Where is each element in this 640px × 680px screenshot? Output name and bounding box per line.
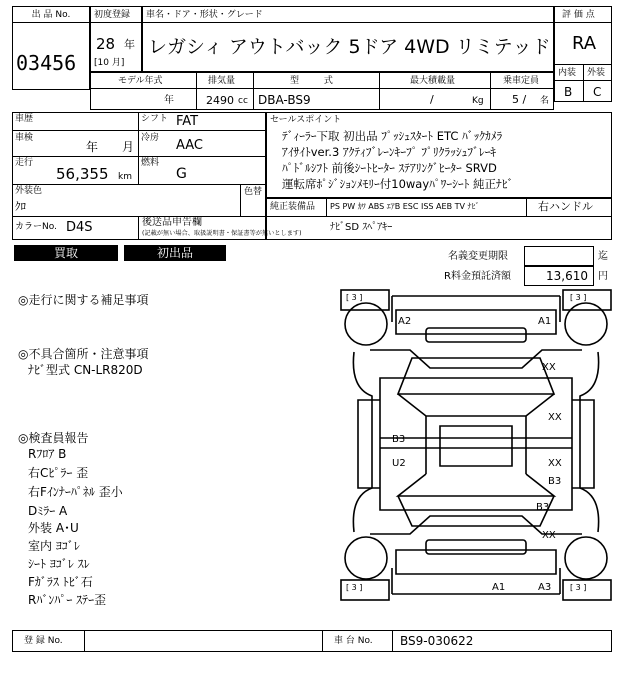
mark-right-rear-door: XX (548, 458, 562, 469)
mark-right-rear-pillar: XX (542, 530, 556, 541)
exterior-grade: C (593, 85, 602, 99)
drive-side: 右ハンドル (538, 200, 593, 213)
max-load-label: 最大積載量 (410, 76, 456, 86)
car-name: レガシィ アウトバック 5ドア 4WD リミテッド (148, 36, 551, 58)
mark-rear-bumper-right: A3 (538, 582, 552, 593)
equipment-label: 純正装備品 (270, 202, 316, 212)
name-change-label: 名義変更期限 (448, 251, 508, 262)
first-reg-month: [10 月] (94, 58, 125, 68)
wheel-bl-depth: [ 3 ] (346, 583, 363, 592)
displacement-label: 排気量 (208, 76, 236, 86)
divider (12, 216, 266, 217)
divider (138, 112, 139, 184)
divider (554, 80, 612, 81)
shift-value: FAT (176, 114, 199, 129)
inspection-month-unit: 月 (122, 140, 135, 154)
first-listing-bar: 初出品 (124, 245, 226, 261)
color-change-label: 色替 (244, 187, 263, 197)
model-year-label: モデル年式 (118, 76, 163, 86)
inspector-line: Rﾌﾛｱ B (28, 447, 67, 461)
lot-number: 03456 (16, 51, 77, 75)
color-value: ｸﾛ (15, 200, 26, 213)
lot-number-label: 出 品 No. (31, 10, 71, 20)
divider (240, 184, 241, 216)
grade-label: 評 価 点 (562, 10, 595, 20)
divider (490, 72, 491, 110)
inspector-line: Fｶﾞﾗｽ ﾄﾋﾞ石 (28, 575, 93, 589)
divider (90, 88, 554, 89)
divider (84, 630, 85, 652)
divider (554, 22, 612, 23)
type-label: 型 式 (290, 76, 333, 86)
exterior-label: 外装 (587, 68, 606, 78)
reg-no-label: 登 録 No. (24, 636, 63, 646)
driving-notes-label: ◎走行に関する補足事項 (18, 293, 149, 307)
mileage-label: 走行 (15, 158, 34, 168)
mileage-unit: km (118, 172, 132, 182)
inspection-label: 車検 (15, 133, 34, 143)
wheel-bl (345, 537, 387, 579)
color-no-label: カラーNo. (15, 222, 57, 232)
ac-label: 冷房 (141, 133, 160, 143)
buy-bar: 買取 (14, 245, 118, 261)
year-unit: 年 (124, 38, 135, 51)
wheel-tr-depth: [ 3 ] (570, 293, 587, 302)
name-change-box (524, 246, 594, 266)
divider (12, 22, 90, 23)
first-reg-label: 初度登録 (94, 10, 131, 20)
divider (12, 184, 266, 185)
sales-points-label: セールスポイント (270, 115, 342, 125)
mark-front-bumper-right: A1 (538, 316, 552, 327)
fuel-value: G (176, 166, 187, 182)
footer-row (12, 630, 612, 652)
interior-grade: B (564, 85, 573, 99)
inspector-line: 室内 ﾖｺﾞﾚ (28, 539, 80, 553)
name-change-unit: 迄 (598, 251, 608, 262)
color-label: 外装色 (15, 186, 43, 196)
divider (322, 630, 323, 652)
displacement-value: 2490 (206, 94, 234, 107)
history-label: 車歴 (15, 114, 34, 124)
divider (379, 72, 380, 110)
mark-rear-bumper-center: A1 (492, 582, 506, 593)
sales-point-line: ﾊﾟﾄﾞﾙｼﾌﾄ 前後ｼｰﾄﾋｰﾀｰ ｽﾃｱﾘﾝｸﾞﾋｰﾀｰ SRVD (282, 161, 497, 175)
inspector-line: 右Cﾋﾟﾗｰ 歪 (28, 466, 89, 480)
chassis-number: BS9-030622 (400, 634, 474, 648)
first-reg-year: 28 (96, 35, 116, 53)
inspector-line: 外装 A･U (28, 521, 79, 535)
divider (392, 630, 393, 652)
sales-point-line: ﾃﾞｨｰﾗｰ下取 初出品 ﾌﾟｯｼｭｽﾀｰﾄ ETC ﾊﾞｯｸｶﾒﾗ (282, 129, 503, 143)
divider (526, 198, 527, 216)
mileage-value: 56,355 (56, 165, 109, 183)
equipment-items: PS PW ｶﾜ ABS ｴｱB ESC ISS AEB TV ﾅﾋﾞ (330, 202, 480, 211)
chassis-label: 車 台 No. (334, 636, 373, 646)
shift-label: シフト (141, 114, 169, 124)
recycle-unit: 円 (598, 271, 608, 282)
inspector-line: 右Fｲﾝﾅｰﾊﾟﾈﾙ 歪小 (28, 485, 123, 499)
mark-left-door: B3 (392, 434, 406, 445)
divider (253, 72, 254, 110)
details-block (12, 112, 266, 240)
capacity-value: 5 / (512, 93, 527, 106)
docs-label: 後送品申告欄 (142, 217, 202, 228)
car-name-label: 車名・ドア・形状・グレード (146, 10, 263, 20)
equipment-extra: ﾅﾋﾞSD ｽﾍﾟｱｷｰ (330, 222, 393, 233)
recycle-amount: 13,610 (546, 269, 588, 283)
ac-value: AAC (176, 138, 203, 153)
max-load-value: / (430, 93, 434, 106)
divider (326, 198, 327, 216)
model-year-unit: 年 (164, 95, 174, 106)
capacity-label: 乗車定員 (503, 76, 540, 86)
divider (583, 64, 584, 102)
divider (12, 156, 266, 157)
recycle-label: R料金預託済額 (444, 271, 511, 282)
max-load-unit: Kg (472, 96, 484, 106)
sales-point-line: ｱｲｻｲﾄver.3 ｱｸﾃｨﾌﾞﾚｰﾝｷｰﾌﾟ ﾌﾟﾘｸﾗｯｼｭﾌﾞﾚｰｷ (282, 145, 497, 159)
interior-label: 内装 (558, 68, 577, 78)
fuel-label: 燃料 (141, 158, 160, 168)
wheel-br (565, 537, 607, 579)
inspection-year-unit: 年 (86, 140, 99, 154)
type-value: DBA-BS9 (258, 93, 311, 107)
mark-right-quarter: B3 (536, 502, 550, 513)
wheel-br-depth: [ 3 ] (570, 583, 587, 592)
divider (138, 216, 139, 240)
sales-point-line: 運転席ﾎﾟｼﾞｼｮﾝﾒﾓﾘｰ付10wayﾊﾟﾜｰｼｰﾄ 純正ﾅﾋﾞ (282, 177, 514, 191)
mark-left-rear-door: U2 (392, 458, 406, 469)
capacity-unit: 名 (540, 96, 550, 106)
defect-item: ﾅﾋﾞ型式 CN-LR820D (28, 363, 143, 377)
inspector-label: ◎検査員報告 (18, 431, 89, 445)
wheel-tl-depth: [ 3 ] (346, 293, 363, 302)
mark-right-front: XX (542, 362, 556, 373)
divider (196, 72, 197, 110)
mark-right-door: XX (548, 412, 562, 423)
divider (12, 130, 266, 131)
mark-front-bumper-left: A2 (398, 316, 412, 327)
grade-value: RA (572, 33, 597, 54)
color-no-value: D4S (66, 220, 93, 235)
defects-label: ◎不具合箇所・注意事項 (18, 347, 149, 361)
car-damage-diagram (340, 288, 612, 602)
docs-note: (記載が無い場合、取扱説明書・保証書等が無いとします) (142, 230, 302, 237)
divider (266, 216, 612, 217)
inspector-line: ｼｰﾄ ﾖｺﾞﾚ ｽﾚ (28, 557, 90, 571)
inspector-line: Dﾐﾗｰ A (28, 504, 68, 518)
inspector-line: Rﾊﾞﾝﾊﾟｰ ｽﾃｰ歪 (28, 593, 107, 607)
displacement-unit: cc (238, 96, 248, 106)
mark-right-rear: B3 (548, 476, 562, 487)
